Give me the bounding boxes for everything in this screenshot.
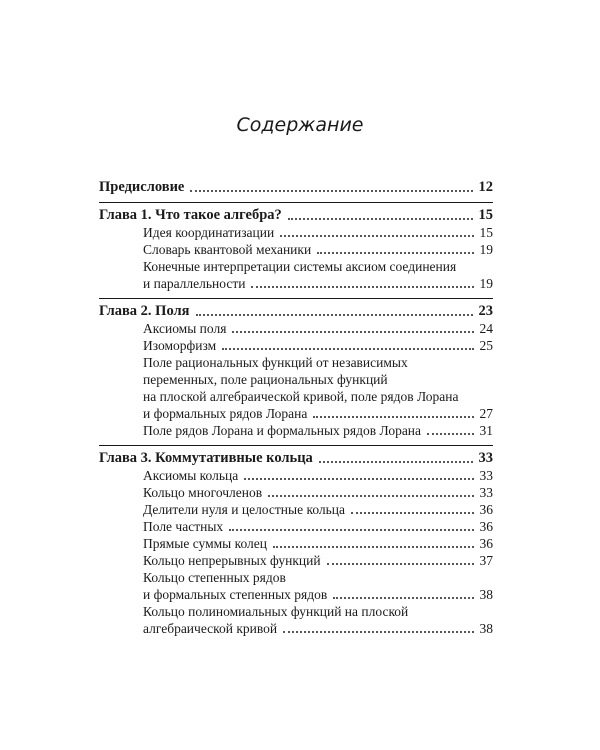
dot-leader	[280, 235, 473, 237]
toc-section[interactable]	[99, 552, 493, 569]
section-title-line: на плоской алгебраической кривой, поле рядов Лорана	[143, 389, 459, 404]
section-title: Кольцо непрерывных функций	[143, 553, 321, 568]
toc-chapter-3[interactable]	[99, 449, 493, 467]
section-title: Делители нуля и целостные кольца	[143, 502, 346, 517]
dot-leader	[427, 433, 473, 435]
section-page-number: 24	[479, 321, 493, 336]
dot-leader	[190, 190, 472, 192]
dot-leader	[313, 416, 473, 418]
dot-leader	[273, 546, 473, 548]
section-page-number: 38	[479, 621, 493, 636]
chapter-title: Глава 2. Поля	[99, 303, 190, 319]
section-title: Поле частных	[143, 519, 224, 534]
section-title: алгебраической кривой	[143, 621, 278, 636]
chapter-title: Глава 3. Коммутативные кольца	[99, 450, 313, 466]
section-title-line: Поле рациональных функций от независимых	[143, 355, 408, 370]
toc-section[interactable]	[99, 518, 493, 535]
dot-leader	[232, 331, 473, 333]
chapter-page-number: 33	[478, 450, 493, 466]
section-title: Аксиомы кольца	[143, 468, 239, 483]
section-page-number: 31	[479, 423, 493, 438]
toc-section[interactable]	[99, 241, 493, 258]
toc-section[interactable]	[99, 467, 493, 484]
section-page-number: 37	[479, 553, 493, 568]
page-title: Содержание	[236, 114, 364, 136]
dot-leader	[222, 348, 473, 350]
toc-preface[interactable]	[99, 178, 493, 196]
section-title: Словарь квантовой механики	[143, 242, 312, 257]
chapter-separator	[99, 445, 493, 446]
dot-leader	[351, 512, 473, 514]
section-page-number: 33	[479, 468, 493, 483]
dot-leader	[319, 461, 473, 463]
toc-section[interactable]	[99, 224, 493, 241]
dot-leader	[288, 218, 473, 220]
section-page-number: 27	[479, 406, 493, 421]
section-page-number: 19	[479, 276, 493, 291]
toc-section[interactable]	[99, 586, 493, 603]
section-title: Поле рядов Лорана и формальных рядов Лорана	[143, 423, 422, 438]
section-title: и параллельности	[143, 276, 246, 291]
table-of-contents	[99, 178, 493, 637]
dot-leader	[317, 252, 473, 254]
section-page-number: 25	[479, 338, 493, 353]
section-title: Идея координатизации	[143, 225, 275, 240]
chapters-list	[99, 202, 493, 637]
section-title-line: Конечные интерпретации системы аксиом соединения	[143, 259, 457, 274]
toc-section[interactable]	[99, 422, 493, 439]
toc-section[interactable]	[99, 320, 493, 337]
dot-leader	[229, 529, 473, 531]
dot-leader	[244, 478, 473, 480]
chapter-page-number: 15	[478, 207, 493, 223]
dot-leader	[283, 631, 473, 633]
chapter-title: Глава 1. Что такое алгебра?	[99, 207, 282, 223]
section-page-number: 15	[479, 225, 493, 240]
section-page-number: 36	[479, 519, 493, 534]
dot-leader	[251, 286, 473, 288]
chapter-separator	[99, 298, 493, 299]
chapter-page-number: 23	[478, 303, 493, 319]
section-title-line: Кольцо полиномиальных функций на плоской	[143, 604, 409, 619]
section-page-number: 36	[479, 502, 493, 517]
section-page-number: 38	[479, 587, 493, 602]
dot-leader	[268, 495, 473, 497]
dot-leader	[327, 563, 474, 565]
toc-section[interactable]	[99, 275, 493, 292]
dot-leader	[333, 597, 473, 599]
section-page-number: 36	[479, 536, 493, 551]
toc-section[interactable]	[99, 535, 493, 552]
toc-section[interactable]	[99, 484, 493, 501]
toc-section[interactable]	[99, 405, 493, 422]
section-title: Аксиомы поля	[143, 321, 227, 336]
section-page-number: 33	[479, 485, 493, 500]
toc-page-number: 12	[478, 179, 493, 195]
section-title: и формальных степенных рядов	[143, 587, 328, 602]
toc-section[interactable]	[99, 337, 493, 354]
section-title: Кольцо многочленов	[143, 485, 263, 500]
section-title: и формальных рядов Лорана	[143, 406, 308, 421]
dot-leader	[196, 314, 473, 316]
toc-chapter-2[interactable]	[99, 302, 493, 320]
toc-chapter-1[interactable]	[99, 206, 493, 224]
toc-entry-label: Предисловие	[99, 179, 185, 195]
section-title: Изоморфизм	[143, 338, 217, 353]
chapter-separator	[99, 202, 493, 203]
section-title-line: переменных, поле рациональных функций	[143, 372, 388, 387]
toc-section[interactable]	[99, 501, 493, 518]
section-title: Прямые суммы колец	[143, 536, 268, 551]
section-page-number: 19	[479, 242, 493, 257]
toc-section[interactable]	[99, 620, 493, 637]
section-title-line: Кольцо степенных рядов	[143, 570, 286, 585]
